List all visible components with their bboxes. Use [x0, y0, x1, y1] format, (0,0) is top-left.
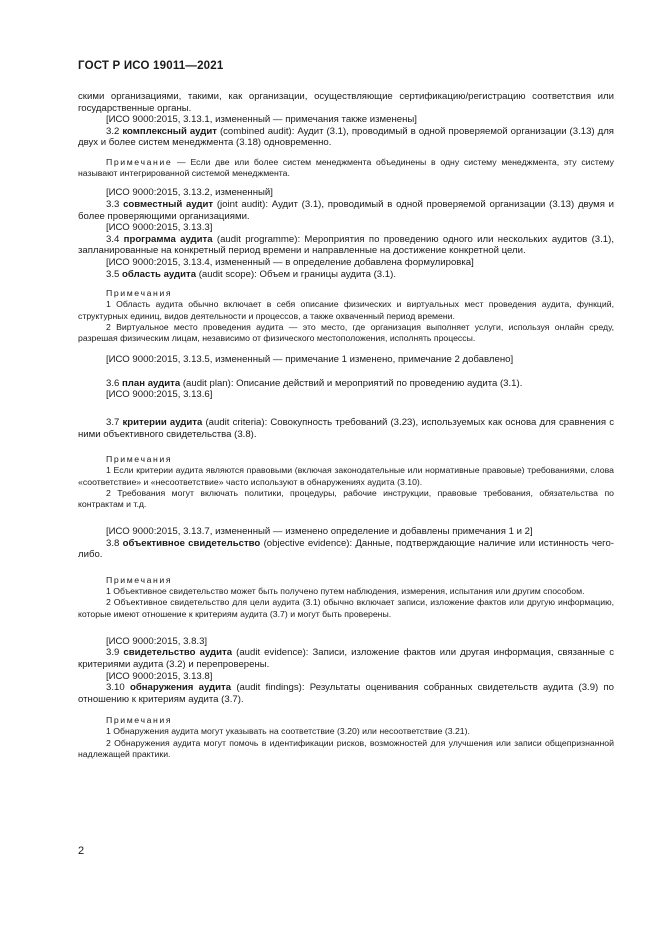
term-number: 3.2 [106, 125, 120, 137]
term-name: обнаружения аудита [129, 682, 232, 694]
term-number: 3.4 [106, 233, 120, 245]
term-number: 3.7 [106, 416, 120, 428]
term-number: 3.8 [106, 537, 120, 549]
reference-3-13-4: [ИСО 9000:2015, 3.13.4, измененный — в определение добавлена формулировка] [106, 256, 474, 268]
term-3-3 [78, 199, 614, 222]
note-3-5-2: 2 Виртуальное место проведения аудита — это место, где организация выполняет услуги, используя онлайн среду, разрешая физическим лицам, независимо от физического местоположения, исполнять процессы. [78, 321, 614, 343]
notes-label-3-8: Примечания [106, 574, 173, 585]
term-name: совместный аудит [123, 198, 214, 210]
page-body [78, 91, 614, 760]
term-number: 3.10 [106, 682, 125, 694]
term-3-6 [78, 378, 614, 390]
term-definition: (joint audit): Аудит (3.1), проводимый в одной проверяемой организации (3.13) двумя и более проверяющими организациями. [78, 198, 614, 222]
term-name: комплексный аудит [122, 125, 217, 137]
reference-3-13-3: [ИСО 9000:2015, 3.13.3] [106, 222, 213, 234]
reference-3-8-3: [ИСО 9000:2015, 3.8.3] [106, 635, 208, 647]
term-3-5 [78, 269, 614, 281]
note-3-2 [78, 157, 614, 179]
term-definition: (audit scope): Объем и границы аудита (3.1). [196, 268, 396, 280]
page-number: 2 [78, 845, 85, 857]
note-3-10-2: 2 Обнаружения аудита могут помочь в идентификации рисков, возможностей для улучшения или записи общепризнанной надлежащей практики. [78, 737, 614, 759]
note-3-8-1: 1 Объективное свидетельство может быть получено путем наблюдения, измерения, испытания или другим способом. [106, 586, 585, 597]
term-3-2 [78, 126, 614, 149]
note-3-8-2: 2 Объективное свидетельство для цели аудита (3.1) обычно включает записи, изложение фактов или другую информацию, которые имеют отношение к критериям аудита (3.7) и могут быть проверены. [78, 597, 614, 619]
term-name: область аудита [122, 268, 197, 280]
reference-3-13-8: [ИСО 9000:2015, 3.13.8] [106, 670, 213, 682]
term-definition: (audit programme): Мероприятия по проведению одного или нескольких аудитов (3.1), запланированные на конкретный период времени и направленные на достижение конкретной цели. [78, 233, 614, 257]
term-name: критерии аудита [122, 416, 203, 428]
notes-label-3-10: Примечания [106, 715, 173, 726]
term-3-8 [78, 538, 614, 561]
term-definition: (combined audit): Аудит (3.1), проводимый в одной проверяемой организации (3.13) для двух и более систем менеджмента (3.18) одновременно. [78, 125, 614, 149]
term-3-7 [78, 417, 614, 440]
reference-3-13-6: [ИСО 9000:2015, 3.13.6] [106, 389, 213, 401]
term-name: программа аудита [123, 233, 213, 245]
term-definition: (audit plan): Описание действий и мероприятий по проведению аудита (3.1). [180, 377, 523, 389]
reference-3-13-1: [ИСО 9000:2015, 3.13.1, измененный — примечания также изменены] [106, 114, 417, 126]
term-number: 3.3 [106, 198, 120, 210]
term-name: план аудита [122, 377, 181, 389]
note-3-7-2: 2 Требования могут включать политики, процедуры, рабочие инструкции, правовые требования, обязательства по контрактам и т.д. [78, 487, 614, 509]
term-number: 3.5 [106, 268, 120, 280]
term-definition: (audit evidence): Записи, изложение фактов или другая информация, связанные с критериями аудита (3.2) и перепроверены. [78, 647, 615, 670]
term-definition: (audit findings): Результаты оценивания собранных свидетельств аудита (3.9) по отношению к критериям аудита (3.7). [78, 682, 615, 705]
document-header: ГОСТ Р ИСО 19011—2021 [78, 60, 224, 72]
note-3-5-1: 1 Область аудита обычно включает в себя описание физических и виртуальных мест проведения аудита, функций, структурных единиц, видов деятельности и процессов, а также охваченный период времени. [78, 299, 614, 321]
term-name: свидетельство аудита [123, 647, 233, 659]
term-definition: (objective evidence): Данные, подтверждающие наличие или истинность чего-либо. [78, 537, 614, 561]
term-3-9 [78, 647, 614, 670]
note-text: — Если две или более систем менеджмента объединены в одну систему менеджмента, эту систему называют интегрированной системой менеджмента. [78, 156, 614, 179]
term-3-4 [78, 234, 614, 257]
term-definition: (audit criteria): Совокупность требований (3.23), используемых как основа для сравнения с ними объективного свидетельства (3.8). [78, 416, 614, 440]
term-number: 3.6 [106, 377, 120, 389]
reference-3-13-5: [ИСО 9000:2015, 3.13.5, измененный — примечание 1 изменено, примечание 2 добавлено] [106, 354, 514, 366]
note-label: Примечание [106, 156, 173, 167]
reference-3-13-2: [ИСО 9000:2015, 3.13.2, измененный] [106, 187, 273, 199]
note-3-7-1: 1 Если критерии аудита являются правовыми (включая законодательные или нормативные правовые) требованиями, слова «соответствие» и «несоответствие» часто используют в обнаружениях аудита (3.10). [78, 465, 614, 487]
term-number: 3.9 [106, 647, 120, 659]
term-3-10 [78, 682, 614, 705]
reference-3-13-7: [ИСО 9000:2015, 3.13.7, измененный — изменено определение и добавлены примечания 1 и 2] [106, 526, 533, 538]
term-name: объективное свидетельство [122, 537, 261, 549]
note-3-10-1: 1 Обнаружения аудита могут указывать на соответствие (3.20) или несоответствие (3.21). [106, 726, 470, 737]
notes-label-3-5: Примечания [106, 288, 173, 299]
intro-paragraph: скими организациями, такими, как организации, осуществляющие сертификацию/регистрацию соответствия или государственные органы. [78, 91, 614, 114]
notes-label-3-7: Примечания [106, 454, 173, 465]
